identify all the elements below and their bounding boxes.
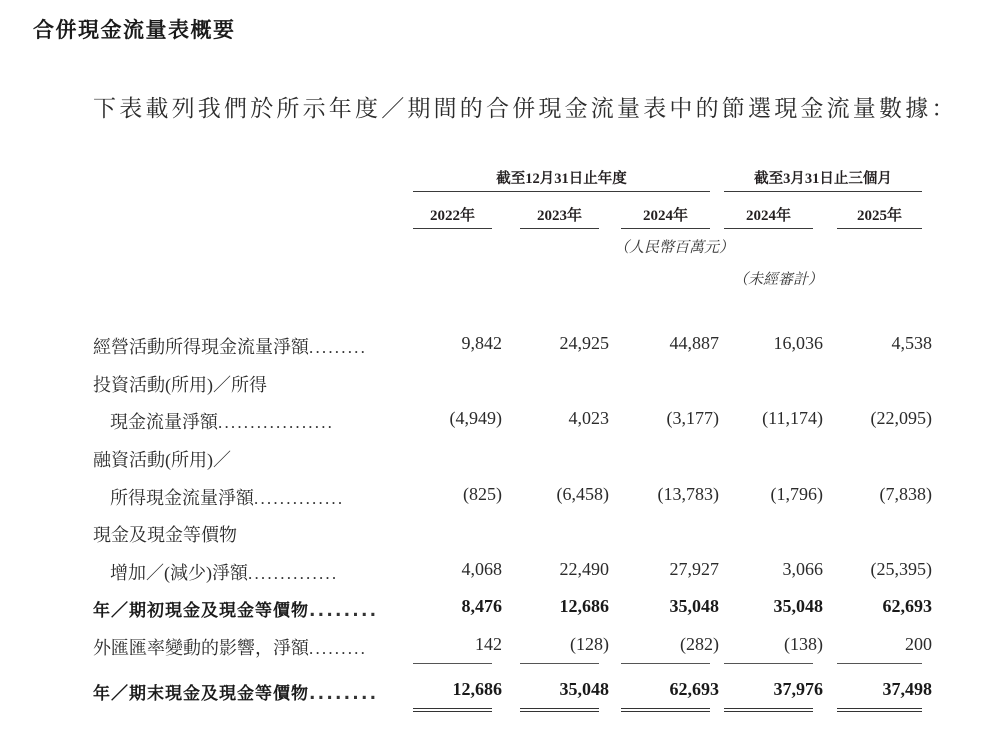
group-rule-quarter xyxy=(724,191,922,192)
table-cell: 4,023 xyxy=(568,408,609,428)
subtotal-rule xyxy=(621,663,710,664)
table-cell: 8,476 xyxy=(461,596,502,616)
col-rule xyxy=(837,228,922,229)
row-label-text: 投資活動(所用)／所得 xyxy=(93,375,267,395)
table-cell: (6,458) xyxy=(556,484,609,504)
table-cell: 27,927 xyxy=(669,559,719,579)
subtotal-rule xyxy=(837,663,922,664)
subtotal-rule xyxy=(413,663,492,664)
table-cell: (4,949) xyxy=(449,408,502,428)
subtotal-rule xyxy=(520,663,599,664)
col-rule xyxy=(520,228,599,229)
col-header-2024-q1: 2024年 xyxy=(745,208,791,224)
table-cell: (11,174) xyxy=(762,408,823,428)
row-label-text: 現金及現金等價物 xyxy=(93,525,237,545)
table-cell: 62,693 xyxy=(669,679,719,699)
col-header-2024: 2024年 xyxy=(642,208,688,224)
total-double-rule xyxy=(837,708,922,712)
table-cell: (7,838) xyxy=(879,484,932,504)
row-label-text: 經營活動所得現金流量淨額 xyxy=(93,337,309,357)
table-cell: 62,693 xyxy=(882,596,932,616)
unaudited-note: （未經審計） xyxy=(733,272,824,288)
section-title: 合併現金流量表概要 xyxy=(33,18,236,42)
intro-text: 下表載列我們於所示年度／期間的合併現金流量表中的節選現金流量數據： xyxy=(93,96,958,121)
table-cell: 3,066 xyxy=(782,559,823,579)
row-label xyxy=(93,371,267,397)
table-cell: (3,177) xyxy=(666,408,719,428)
row-label xyxy=(93,333,367,359)
leader-dots: ......... xyxy=(309,639,368,658)
row-label xyxy=(110,408,334,434)
table-cell: 24,925 xyxy=(559,333,609,353)
row-label-text: 年／期末現金及現金等價物 xyxy=(93,684,309,704)
table-cell: 35,048 xyxy=(773,596,823,616)
col-header-2022: 2022年 xyxy=(429,208,475,224)
group-header-annual: 截至12月31日止年度 xyxy=(496,171,627,187)
row-label xyxy=(93,679,378,704)
row-label-text: 融資活動(所用)／ xyxy=(93,450,231,470)
group-rule-annual xyxy=(413,191,710,192)
row-label-text: 年／期初現金及現金等價物 xyxy=(93,601,309,621)
table-cell: 22,490 xyxy=(559,559,609,579)
total-double-rule xyxy=(621,708,710,712)
leader-dots: .............. xyxy=(254,489,345,508)
table-cell: (282) xyxy=(680,634,719,654)
leader-dots: .............. xyxy=(248,564,339,583)
row-label xyxy=(110,559,338,585)
col-header-2025-q1: 2025年 xyxy=(856,208,902,224)
group-header-quarter: 截至3月31日止三個月 xyxy=(754,171,892,187)
table-cell: 35,048 xyxy=(669,596,719,616)
col-rule xyxy=(621,228,710,229)
leader-dots: ........ xyxy=(309,684,379,704)
col-rule xyxy=(413,228,492,229)
table-cell: 37,976 xyxy=(773,679,823,699)
leader-dots: ......... xyxy=(309,338,368,357)
row-label xyxy=(93,596,378,621)
table-cell: 37,498 xyxy=(882,679,932,699)
table-cell: (13,783) xyxy=(657,484,719,504)
leader-dots: .................. xyxy=(218,413,335,432)
table-cell: (825) xyxy=(463,484,502,504)
table-cell: (22,095) xyxy=(870,408,932,428)
table-cell: (1,796) xyxy=(770,484,823,504)
row-label xyxy=(93,634,367,660)
table-cell: 35,048 xyxy=(559,679,609,699)
row-label xyxy=(93,521,237,547)
row-label-text: 增加／(減少)淨額 xyxy=(110,563,248,583)
row-label-text: 外匯匯率變動的影響，淨額 xyxy=(93,638,309,658)
col-rule xyxy=(724,228,813,229)
table-cell: 4,068 xyxy=(461,559,502,579)
row-label-text: 現金流量淨額 xyxy=(110,412,218,432)
table-cell: 200 xyxy=(905,634,932,654)
total-double-rule xyxy=(520,708,599,712)
table-cell: (128) xyxy=(570,634,609,654)
total-double-rule xyxy=(724,708,813,712)
total-double-rule xyxy=(413,708,492,712)
table-cell: 4,538 xyxy=(891,333,932,353)
row-label xyxy=(110,484,344,510)
table-cell: 12,686 xyxy=(559,596,609,616)
subtotal-rule xyxy=(724,663,813,664)
col-header-2023: 2023年 xyxy=(536,208,582,224)
table-cell: (138) xyxy=(784,634,823,654)
table-cell: 142 xyxy=(475,634,502,654)
table-cell: 16,036 xyxy=(773,333,823,353)
row-label xyxy=(93,446,231,472)
leader-dots: ........ xyxy=(309,601,379,621)
row-label-text: 所得現金流量淨額 xyxy=(110,488,254,508)
table-cell: 44,887 xyxy=(669,333,719,353)
table-cell: (25,395) xyxy=(870,559,932,579)
table-cell: 12,686 xyxy=(452,679,502,699)
unit-note: （人民幣百萬元） xyxy=(614,240,735,256)
table-cell: 9,842 xyxy=(461,333,502,353)
